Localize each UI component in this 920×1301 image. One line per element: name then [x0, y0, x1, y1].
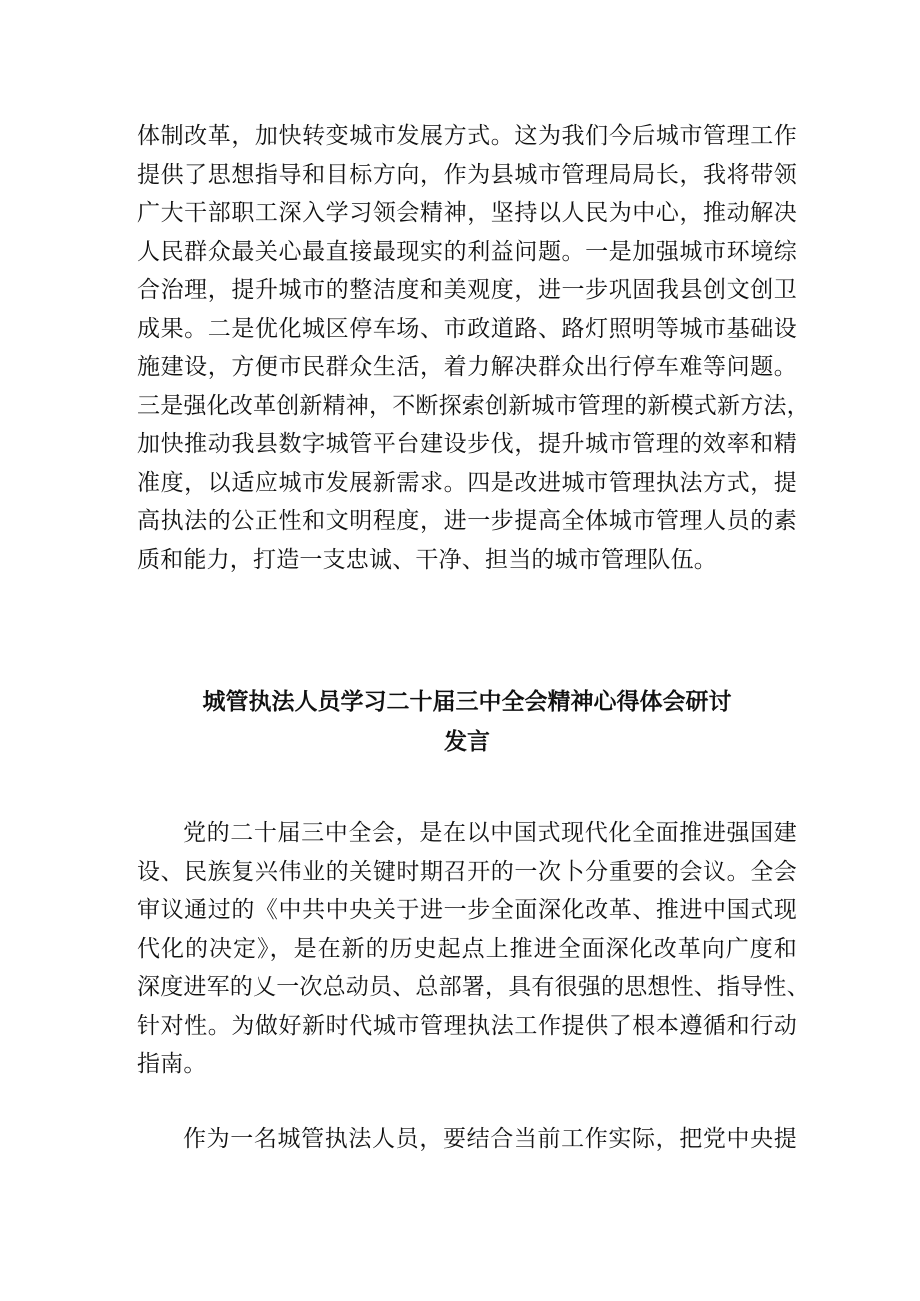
text-line: 质和能力，打造一支忠诚、干净、担当的城市管理队伍。 [137, 546, 717, 573]
paragraph-continued [137, 117, 810, 579]
text-line: 加快推动我县数字城管平台建设步伐，提升城市管理的效率和精 [137, 431, 797, 457]
text-line: 深度进军的乂一次总动员、总部署，具有很强的思想性、指导性、 [137, 974, 810, 1000]
section-title-line-2: 发言 [444, 729, 490, 755]
text-line: 体制改革，加快转变城市发展方式。这为我们今后城市管理工作 [137, 123, 797, 149]
text-line: 人民群众最关心最直接最现实的利益问题。一是加强城市环境综 [137, 238, 797, 265]
paragraph-intro [137, 814, 810, 1084]
text-line: 作为一名城管执法人员，要结合当前工作实际，把党中央提 [183, 1126, 797, 1152]
text-line: 提供了思想指导和目标方向，作为县城市管理局局长，我将带领 [137, 161, 797, 188]
text-line: 审议通过的《中共中央关于进一步全面深化改革、推进中国式现 [137, 897, 797, 923]
text-line: 设、民族复兴伟业的关键时期召开的一次卜分重要的会议。全会 [137, 858, 797, 885]
text-line: 广大干部职工深入学习领会精神，坚持以人民为中心，推动解决 [137, 200, 797, 226]
text-line: 三是强化改革创新精神，不断探索创新城市管理的新模式新方法， [137, 392, 810, 419]
text-line: 成果。二是优化城区停车场、市政道路、路灯照明等城市基础设 [137, 315, 797, 342]
text-line: 高执法的公正性和文明程度，进一步提高全体城市管理人员的素 [137, 508, 797, 534]
text-line: 针对性。为做好新时代城市管理执法工作提供了根本遵循和行动 [137, 1012, 797, 1039]
text-line: 党的二十届三中全会，是在以中国式现代化全面推进强国建 [183, 820, 797, 846]
text-line: 施建设，方便市民群众生活，着力解决群众出行停车难等问题。 [137, 354, 797, 380]
section-title-line-1: 城管执法人员学习二十届三中全会精神心得体会研讨 [202, 689, 732, 715]
text-line: 指南。 [137, 1051, 207, 1077]
section-title [137, 682, 797, 762]
text-line: 准度，以适应城市发展新需求。四是改进城市管理执法方式，提 [137, 469, 797, 496]
text-line: 合治理，提升城市的整洁度和美观度，进一步巩固我县创文创卫 [137, 277, 797, 303]
paragraph-next [137, 1120, 797, 1159]
text-line: 代化的决定》，是在新的历史起点上推进全面深化改革向广度和 [137, 935, 797, 962]
